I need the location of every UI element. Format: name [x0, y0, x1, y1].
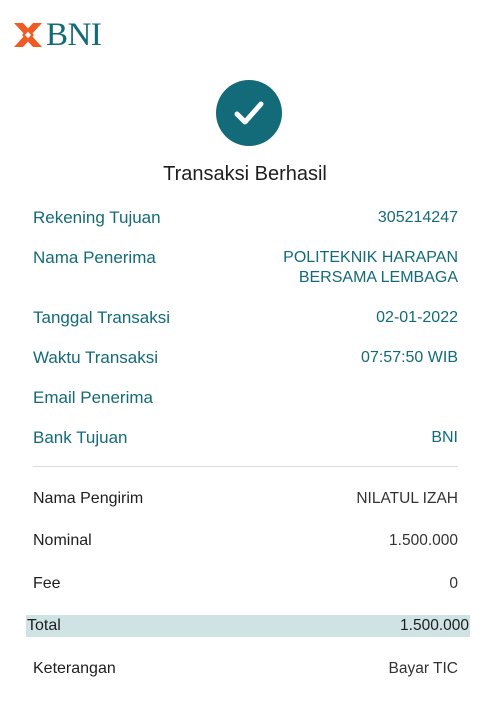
nama-penerima-line-1: POLITEKNIK HARAPAN	[283, 249, 458, 266]
detail-row-waktu	[33, 348, 458, 368]
tanggal-value: 02-01-2022	[376, 309, 458, 326]
pengirim-label: Nama Pengirim	[33, 490, 144, 507]
bni-logo-text: BNI	[46, 17, 102, 53]
nama-penerima-value	[283, 248, 458, 288]
detail-row-email	[33, 388, 458, 408]
nama-penerima-label: Nama Penerima	[33, 248, 156, 267]
nominal-label: Nominal	[33, 532, 92, 549]
pengirim-value: NILATUL IZAH	[356, 490, 458, 507]
email-label: Email Penerima	[33, 388, 153, 407]
bni-logo-mark-icon	[14, 21, 42, 49]
bank-value: BNI	[431, 429, 458, 446]
summary-row-keterangan	[33, 660, 458, 678]
summary-row-total	[26, 615, 470, 637]
total-label: Total	[27, 617, 61, 634]
fee-label: Fee	[33, 575, 61, 592]
detail-row-tanggal	[33, 308, 458, 328]
keterangan-value: Bayar TIC	[388, 660, 458, 677]
page-title: Transaksi Berhasil	[163, 163, 327, 185]
tanggal-label: Tanggal Transaksi	[33, 308, 171, 327]
rekening-value: 305214247	[377, 209, 458, 226]
waktu-label: Waktu Transaksi	[33, 348, 159, 367]
section-divider	[33, 466, 458, 467]
nama-penerima-line-2: BERSAMA LEMBAGA	[298, 269, 458, 286]
success-badge	[216, 80, 282, 146]
detail-row-bank	[33, 428, 458, 448]
summary-row-nominal	[33, 532, 458, 550]
rekening-label: Rekening Tujuan	[33, 208, 161, 227]
bni-logo	[14, 17, 102, 53]
waktu-value: 07:57:50 WIB	[361, 349, 458, 366]
summary-row-pengirim	[33, 490, 458, 508]
summary-row-fee	[33, 575, 458, 593]
detail-row-rekening	[33, 208, 458, 228]
keterangan-label: Keterangan	[33, 660, 116, 677]
checkmark-icon	[232, 96, 266, 130]
nominal-value: 1.500.000	[389, 532, 458, 549]
total-value: 1.500.000	[400, 617, 469, 634]
fee-value: 0	[449, 575, 458, 592]
bank-label: Bank Tujuan	[33, 428, 128, 447]
detail-row-nama-penerima	[33, 248, 458, 288]
